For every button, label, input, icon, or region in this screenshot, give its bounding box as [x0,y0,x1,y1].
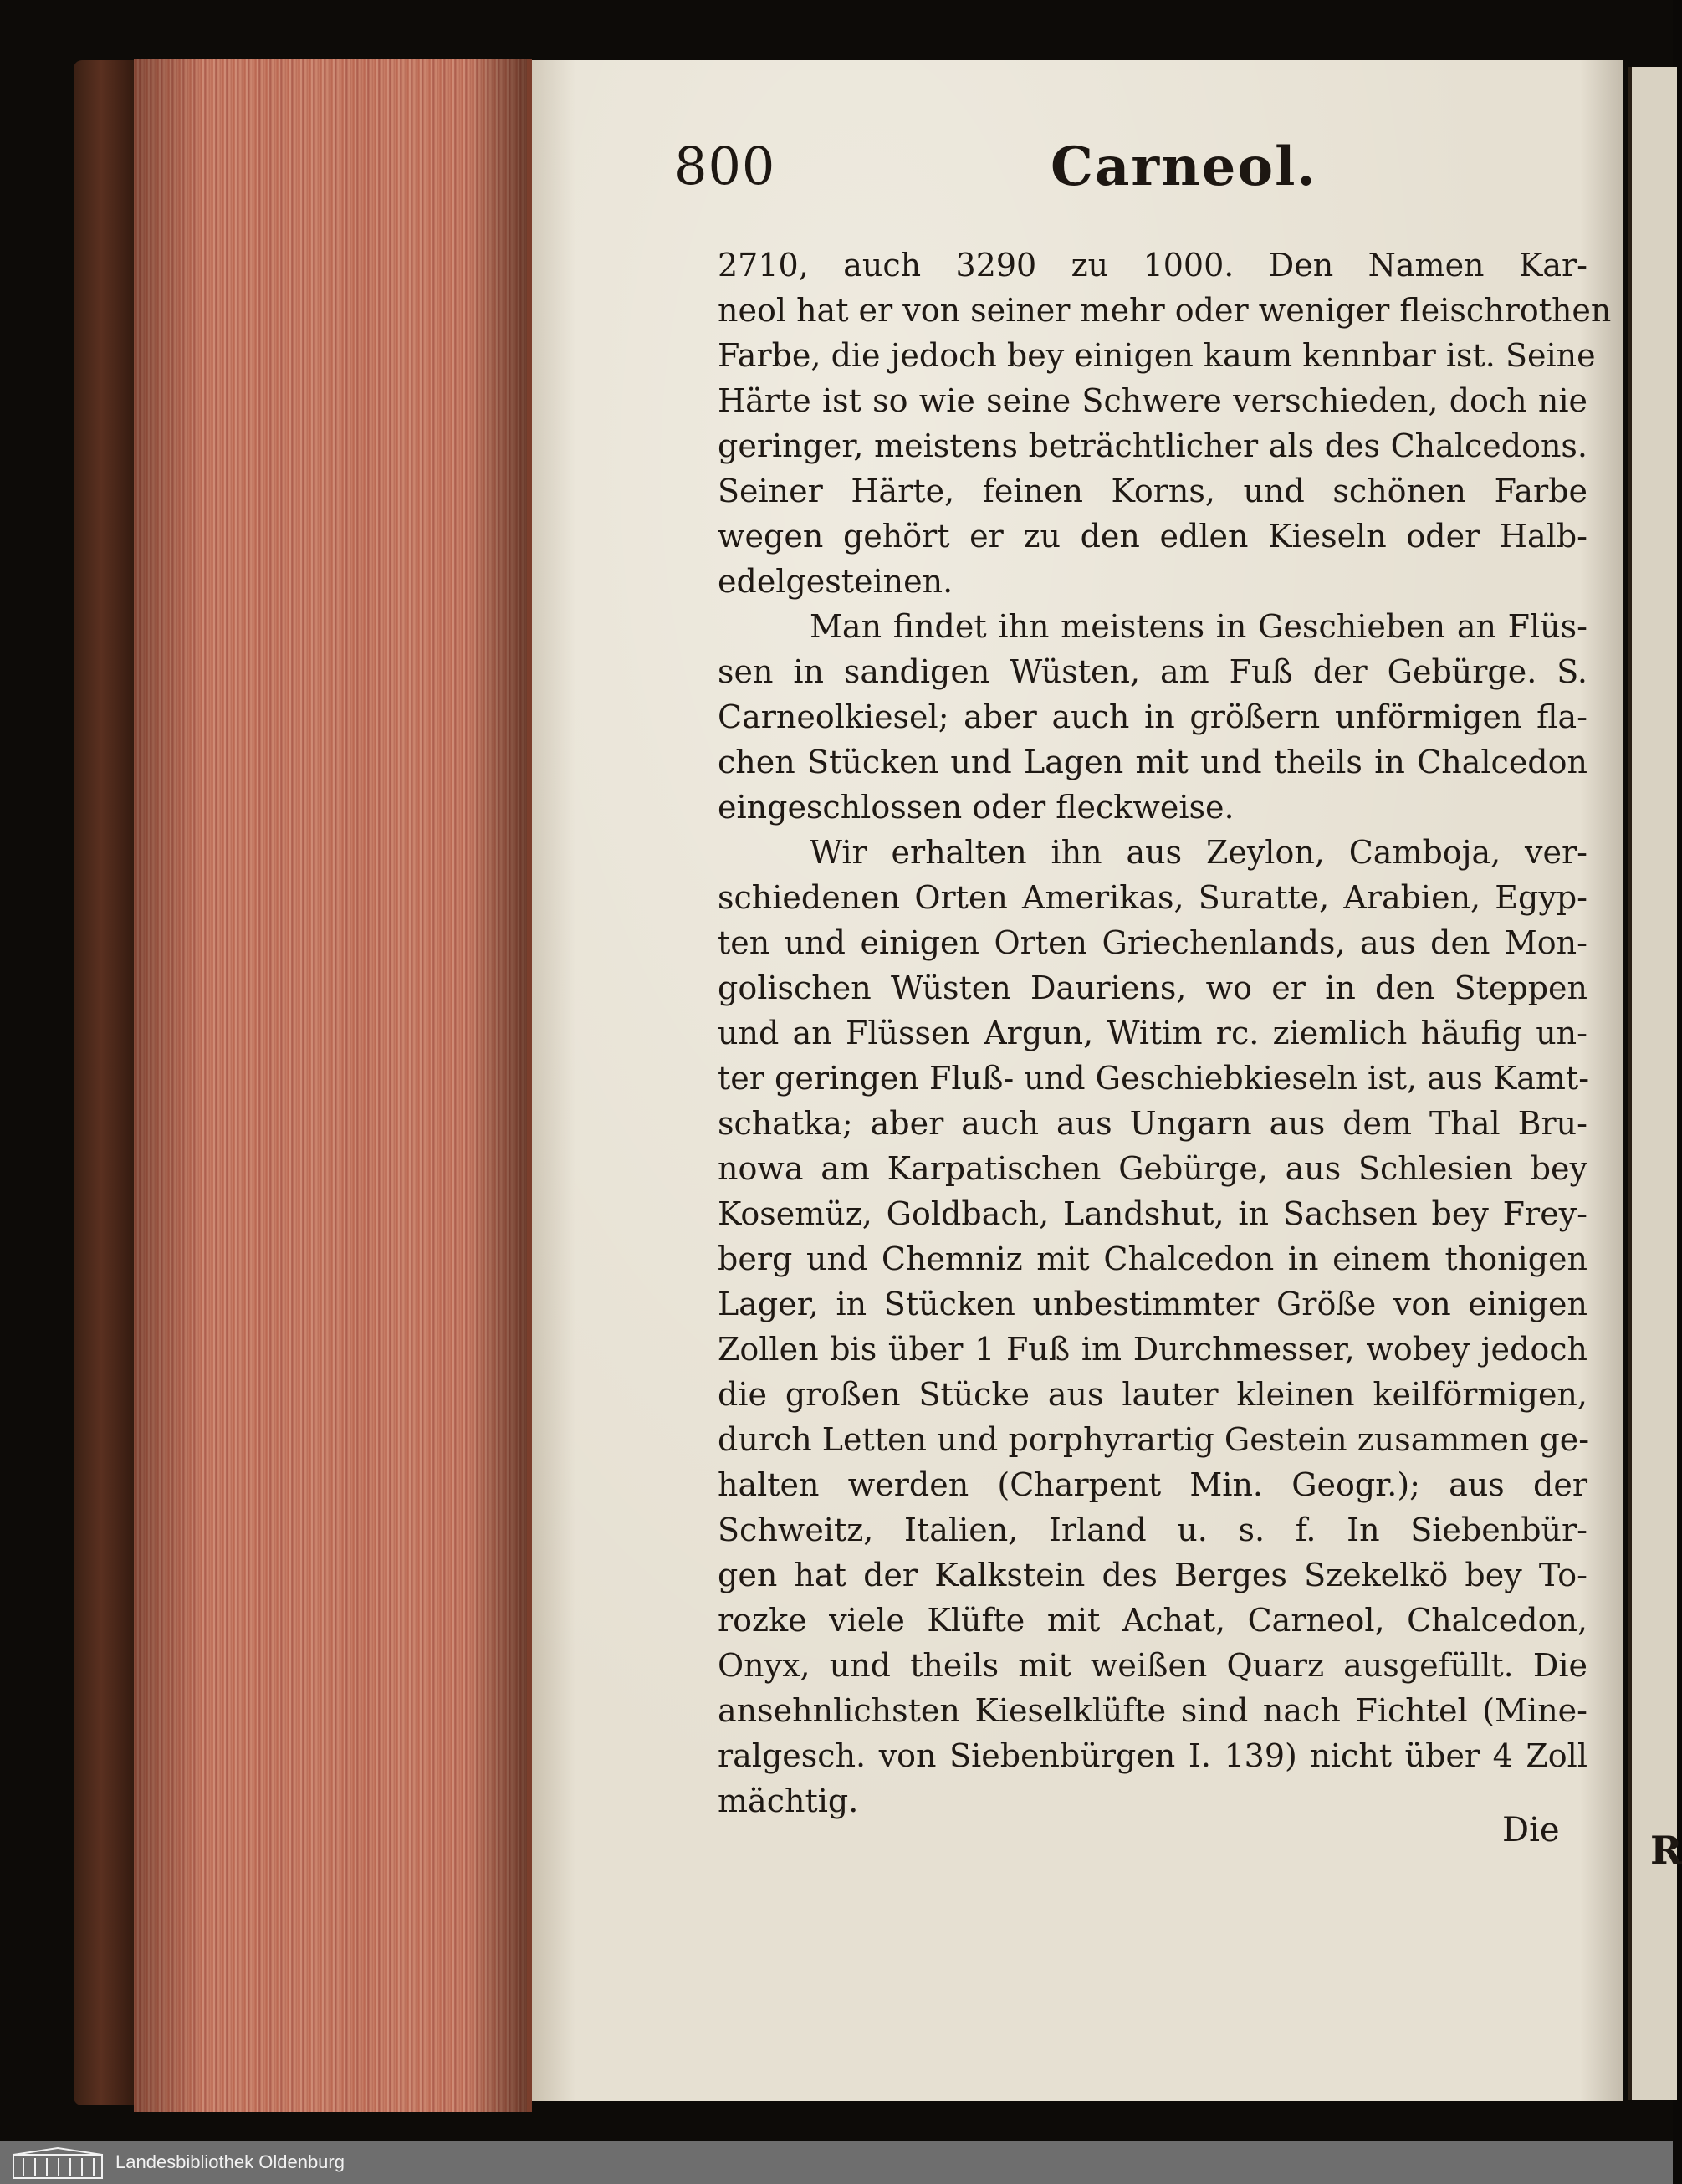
text-line: Schweitz, Italien, Irland u. s. f. In Siebenbür- [718,1511,1587,1548]
text-line: halten werden (Charpent Min. Geogr.); aus der [718,1466,1587,1503]
facing-page-fragment: R [1650,1828,1682,1873]
text-line: ter geringen Fluß- und Geschiebkieseln ist, aus Kamt- [718,1060,1590,1097]
page-edges-stack [134,59,532,2112]
text-line: golischen Wüsten Dauriens, wo er in den Steppen [718,969,1587,1006]
library-building-icon [12,2146,104,2180]
text-line: edelgesteinen. [718,563,953,600]
book-cover-edge [74,60,142,2105]
text-line: Onyx, und theils mit weißen Quarz ausgefüllt. Die [718,1647,1587,1684]
text-line: mächtig. [718,1782,859,1819]
running-head: Carneol. [1051,136,1317,198]
text-line: geringer, meistens beträchtlicher als des Chalcedons. [718,427,1587,464]
text-line: Farbe, die jedoch bey einigen kaum kennbar ist. Seine [718,337,1596,374]
text-line: Seiner Härte, feinen Korns, und schönen Farbe [718,473,1587,509]
text-line: berg und Chemniz mit Chalcedon in einem thonigen [718,1240,1587,1277]
library-name: Landesbibliothek Oldenburg [115,2151,345,2172]
text-line: schiedenen Orten Amerikas, Suratte, Arabien, Egyp- [718,879,1587,916]
text-line: Zollen bis über 1 Fuß im Durchmesser, wobey jedoch [718,1331,1587,1368]
text-line: durch Letten und porphyrartig Gestein zusammen ge- [718,1421,1590,1458]
page-number: 800 [674,136,776,197]
text-line: Man findet ihn meistens in Geschieben an Flüs- [810,608,1587,645]
text-line: 2710, auch 3290 zu 1000. Den Namen Kar- [718,247,1587,284]
text-line: nowa am Karpatischen Gebürge, aus Schlesien bey [718,1150,1587,1187]
text-line: rozke viele Klüfte mit Achat, Carneol, Chalcedon, [718,1602,1587,1639]
text-line: schatka; aber auch aus Ungarn aus dem Thal Bru- [718,1105,1587,1142]
text-line: Lager, in Stücken unbestimmter Größe von einigen [718,1286,1587,1322]
body-text [718,243,1612,1823]
facing-page-edge [1628,67,1682,2100]
catchword: Die [1502,1811,1560,1849]
text-line: chen Stücken und Lagen mit und theils in Chalcedon [718,744,1587,780]
book-page [532,60,1623,2101]
viewer-footer [0,2141,1673,2184]
text-line: ralgesch. von Siebenbürgen I. 139) nicht über 4 Zoll [718,1737,1587,1774]
text-line: Wir erhalten ihn aus Zeylon, Camboja, ver- [810,834,1587,871]
text-line: neol hat er von seiner mehr oder weniger fleischrothen [718,292,1612,329]
text-line: wegen gehört er zu den edlen Kieseln oder Halb- [718,518,1587,555]
text-line: Härte ist so wie seine Schwere verschieden, doch nie [718,382,1587,419]
text-line: und an Flüssen Argun, Witim rc. ziemlich häufig un- [718,1015,1587,1051]
text-line: Kosemüz, Goldbach, Landshut, in Sachsen bey Frey- [718,1195,1587,1232]
text-line: ansehnlichsten Kieselklüfte sind nach Fichtel (Mine- [718,1692,1587,1729]
text-line: ten und einigen Orten Griechenlands, aus den Mon- [718,924,1587,961]
text-line: Carneolkiesel; aber auch in größern unförmigen fla- [718,698,1587,735]
text-line: sen in sandigen Wüsten, am Fuß der Gebürge. S. [718,653,1587,690]
text-line: gen hat der Kalkstein des Berges Szekelkö bey To- [718,1557,1587,1593]
text-line: eingeschlossen oder fleckweise. [718,789,1235,826]
text-line: die großen Stücke aus lauter kleinen keilförmigen, [718,1376,1587,1413]
